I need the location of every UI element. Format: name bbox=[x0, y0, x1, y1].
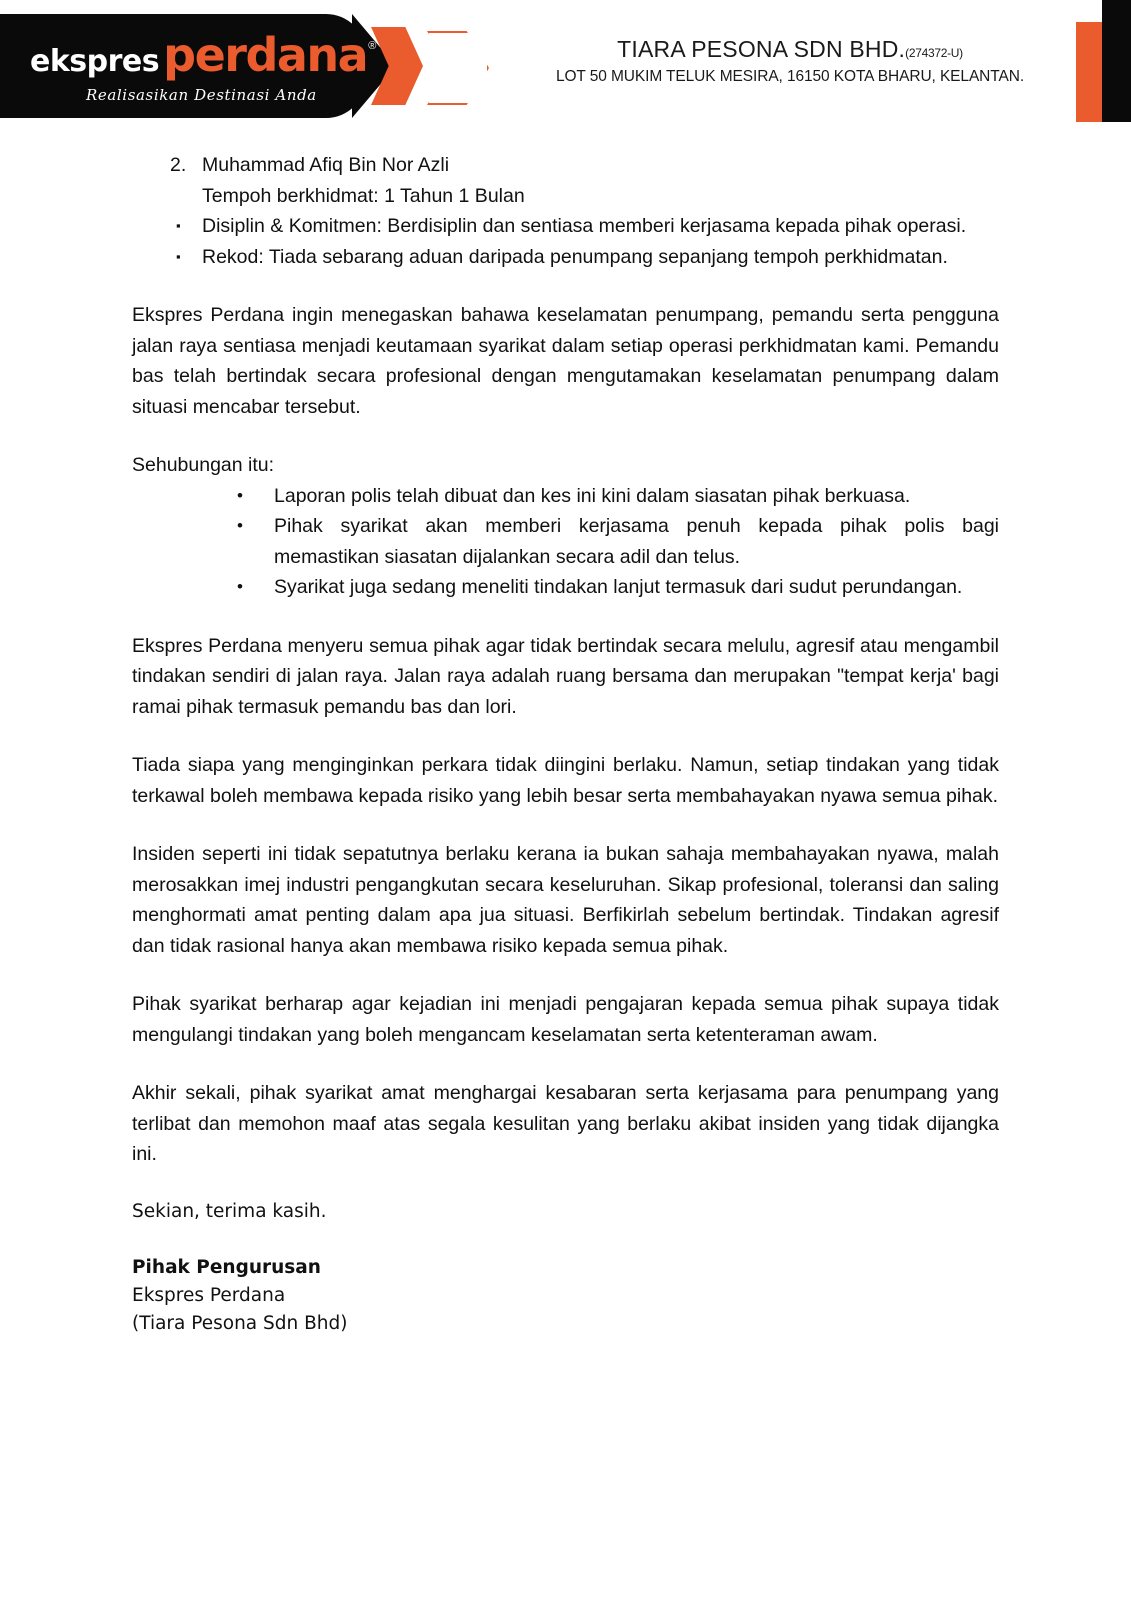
registered-trademark-icon: ® bbox=[368, 40, 377, 52]
list-item bbox=[132, 211, 999, 242]
header-orange-bar bbox=[1076, 22, 1102, 122]
list-item bbox=[132, 481, 999, 512]
list-number: 2. bbox=[170, 154, 187, 176]
square-bullet-icon: ▪ bbox=[176, 218, 181, 233]
actions-list bbox=[132, 481, 999, 603]
signature-department: Pihak Pengurusan bbox=[132, 1256, 321, 1278]
logo-wordmark bbox=[30, 28, 377, 82]
list-item bbox=[132, 150, 999, 181]
dot-bullet-icon: • bbox=[237, 485, 243, 505]
company-registration-number: (274372-U) bbox=[905, 46, 963, 60]
action-text: Laporan polis telah dibuat dan kes ini kini dalam siasatan pihak berkuasa. bbox=[274, 484, 911, 507]
staff-list bbox=[132, 150, 999, 211]
logo-tagline: Realisasikan Destinasi Anda bbox=[86, 86, 317, 104]
list-item bbox=[132, 572, 999, 603]
company-logo bbox=[30, 28, 377, 104]
company-name-text: TIARA PESONA SDN BHD. bbox=[617, 36, 906, 62]
action-text: Pihak syarikat akan memberi kerjasama penuh kepada pihak polis bagi memastikan siasatan dijalankan secara adil dan telus. bbox=[274, 515, 999, 568]
staff-attribute-text: Disiplin & Komitmen: Berdisiplin dan sentiasa memberi kerjasama kepada pihak operasi. bbox=[202, 215, 967, 237]
actions-intro: Sehubungan itu: bbox=[132, 454, 275, 476]
top-spacer bbox=[132, 122, 999, 150]
section-spacer bbox=[132, 272, 999, 300]
list-item bbox=[132, 242, 999, 273]
logo-text-perdana: perdana bbox=[163, 28, 368, 82]
action-text: Syarikat juga sedang meneliti tindakan lanjut termasuk dari sudut perundangan. bbox=[274, 576, 963, 598]
paragraph-appeal: Ekspres Perdana menyeru semua pihak agar tidak bertindak secara melulu, agresif atau mengambil tindakan sendiri di jalan raya. Jalan raya adalah ruang bersama dan merupakan "tempat kerja' bagi ramai pihak termasuk pemandu bas dan lori. bbox=[132, 634, 999, 718]
dot-bullet-icon: • bbox=[237, 577, 243, 596]
staff-attribute-list bbox=[132, 211, 999, 272]
list-spacer bbox=[132, 603, 999, 631]
staff-attribute-text: Rekod: Tiada sebarang aduan daripada penumpang sepanjang tempoh perkhidmatan. bbox=[202, 245, 948, 268]
logo-text-ekspres: ekspres bbox=[30, 44, 160, 79]
list-item bbox=[132, 511, 999, 572]
signature-legal-entity: (Tiara Pesona Sdn Bhd) bbox=[132, 1312, 348, 1334]
square-bullet-icon: ▪ bbox=[176, 248, 181, 264]
staff-name: Muhammad Afiq Bin Nor Azli bbox=[202, 154, 450, 176]
company-name bbox=[540, 36, 1040, 63]
letter-body bbox=[0, 122, 1131, 1338]
header-black-bar bbox=[1102, 0, 1131, 122]
dot-bullet-icon: • bbox=[237, 516, 243, 535]
paragraph-hope: Pihak syarikat berharap agar kejadian ini menjadi pengajaran kepada semua pihak supaya tidak mengulangi tindakan yang boleh mengancam keselamatan serta ketenteraman awam. bbox=[132, 993, 999, 1046]
signature-block bbox=[132, 1254, 999, 1338]
company-address: LOT 50 MUKIM TELUK MESIRA, 16150 KOTA BHARU, KELANTAN. bbox=[555, 68, 1025, 85]
staff-tenure: Tempoh berkhidmat: 1 Tahun 1 Bulan bbox=[202, 184, 525, 207]
paragraph-risk: Tiada siapa yang menginginkan perkara tidak diingini berlaku. Namun, setiap tindakan yang tidak terkawal boleh membawa kepada risiko yang lebih besar serta membahayakan nyawa semua pihak. bbox=[132, 754, 999, 807]
paragraph-industry: Insiden seperti ini tidak sepatutnya berlaku kerana ia bukan sahaja membahayakan nyawa, malah merosakkan imej industri pengangkutan secara keseluruhan. Sikap profesional, toleransi dan saling menghormati amat penting dalam apa jua situasi. Berfikirlah sebelum bertindak. Tindakan agresif dan tidak rasional hanya akan membawa risiko kepada semua pihak. bbox=[132, 843, 999, 957]
paragraph-thanks: Akhir sekali, pihak syarikat amat menghargai kesabaran serta kerjasama para penumpang yang terlibat dan memohon maaf atas segala kesulitan yang berlaku akibat insiden yang tidak dijangka ini. bbox=[132, 1082, 999, 1165]
signature-company: Ekspres Perdana bbox=[132, 1284, 286, 1306]
letterhead-header bbox=[0, 0, 1131, 122]
company-details bbox=[540, 36, 1040, 86]
paragraph-safety: Ekspres Perdana ingin menegaskan bahawa keselamatan penumpang, pemandu serta pengguna jalan raya sentiasa menjadi keutamaan syarikat dalam setiap operasi perkhidmatan kami. Pemandu bas telah bertindak secara profesional dengan mengutamakan keselamatan penumpang dalam situasi mencabar tersebut. bbox=[132, 304, 999, 418]
closing-line: Sekian, terima kasih. bbox=[132, 1200, 327, 1222]
